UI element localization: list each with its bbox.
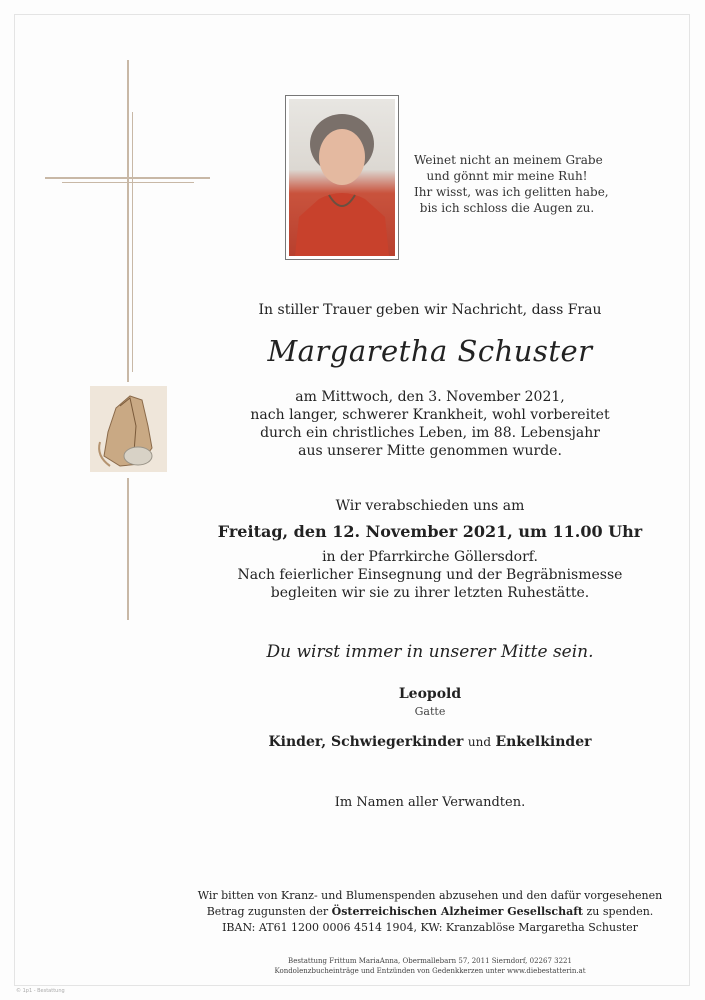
church-line: Nach feierlicher Einsegnung und der Begräbnismesse: [237, 567, 623, 583]
poem-line: bis ich schloss die Augen zu.: [419, 201, 595, 215]
corner-note: © 1p1 - Bestattung: [16, 988, 65, 994]
mourner-name: Leopold: [398, 686, 462, 702]
poem-line: und gönnt mir meine Ruh!: [426, 169, 588, 183]
funeral-date: Freitag, den 12. November 2021, um 11.00 Uhr: [217, 522, 643, 541]
family-part2: Enkelkinder: [495, 734, 592, 750]
donation-org: Österreichischen Alzheimer Gesellschaft: [331, 905, 584, 918]
details-line: nach langer, schwerer Krankheit, wohl vorbereitet: [250, 407, 610, 423]
footer-line: Bestattung Frittum MariaAnna, Obermallebarn 57, 2011 Sierndorf, 02267 3221: [288, 957, 572, 965]
deceased-name: Margaretha Schuster: [267, 334, 593, 368]
donation-line2-post: zu spenden.: [586, 905, 654, 918]
donation-line2: [170, 904, 690, 920]
poem-line: Weinet nicht an meinem Grabe: [414, 153, 603, 167]
portrait-photo: [285, 95, 399, 260]
church-line: begleiten wir sie zu ihrer letzten Ruhestätte.: [270, 585, 590, 601]
farewell-text: Wir verabschieden uns am: [335, 498, 525, 514]
footer-line: Kondolenzbucheinträge und Entzünden von Gedenkkerzen unter www.diebestatterin.at: [274, 967, 586, 975]
donation-iban: IBAN: AT61 1200 0006 4514 1904, KW: Kranzablöse Margaretha Schuster: [222, 921, 638, 934]
praying-hands-icon: [90, 386, 167, 472]
details-line: aus unserer Mitte genommen wurde.: [298, 443, 562, 459]
poem: [414, 152, 609, 216]
poem-line: Ihr wisst, was ich gelitten habe,: [414, 185, 609, 199]
donation-notice: [170, 888, 690, 936]
motto: Du wirst immer in unserer Mitte sein.: [266, 642, 594, 662]
mourner-relation: Gatte: [414, 705, 446, 718]
details-line: durch ein christliches Leben, im 88. Lebensjahr: [260, 425, 600, 441]
donation-line1: Wir bitten von Kranz- und Blumenspenden abzusehen und den dafür vorgesehenen: [197, 889, 663, 902]
donation-line2-pre: Betrag zugunsten der: [206, 905, 329, 918]
church-line: in der Pfarrkirche Göllersdorf.: [322, 549, 538, 565]
details-line: am Mittwoch, den 3. November 2021,: [295, 389, 565, 405]
family-und: und: [467, 735, 491, 749]
death-details: [200, 388, 660, 460]
family-part1: Kinder, Schwiegerkinder: [268, 734, 464, 750]
family-line: [200, 734, 660, 750]
relatives-text: Im Namen aller Verwandten.: [334, 795, 526, 810]
church-details: [200, 548, 660, 602]
intro-text: In stiller Trauer geben wir Nachricht, dass Frau: [258, 302, 602, 318]
footer: [170, 956, 690, 976]
